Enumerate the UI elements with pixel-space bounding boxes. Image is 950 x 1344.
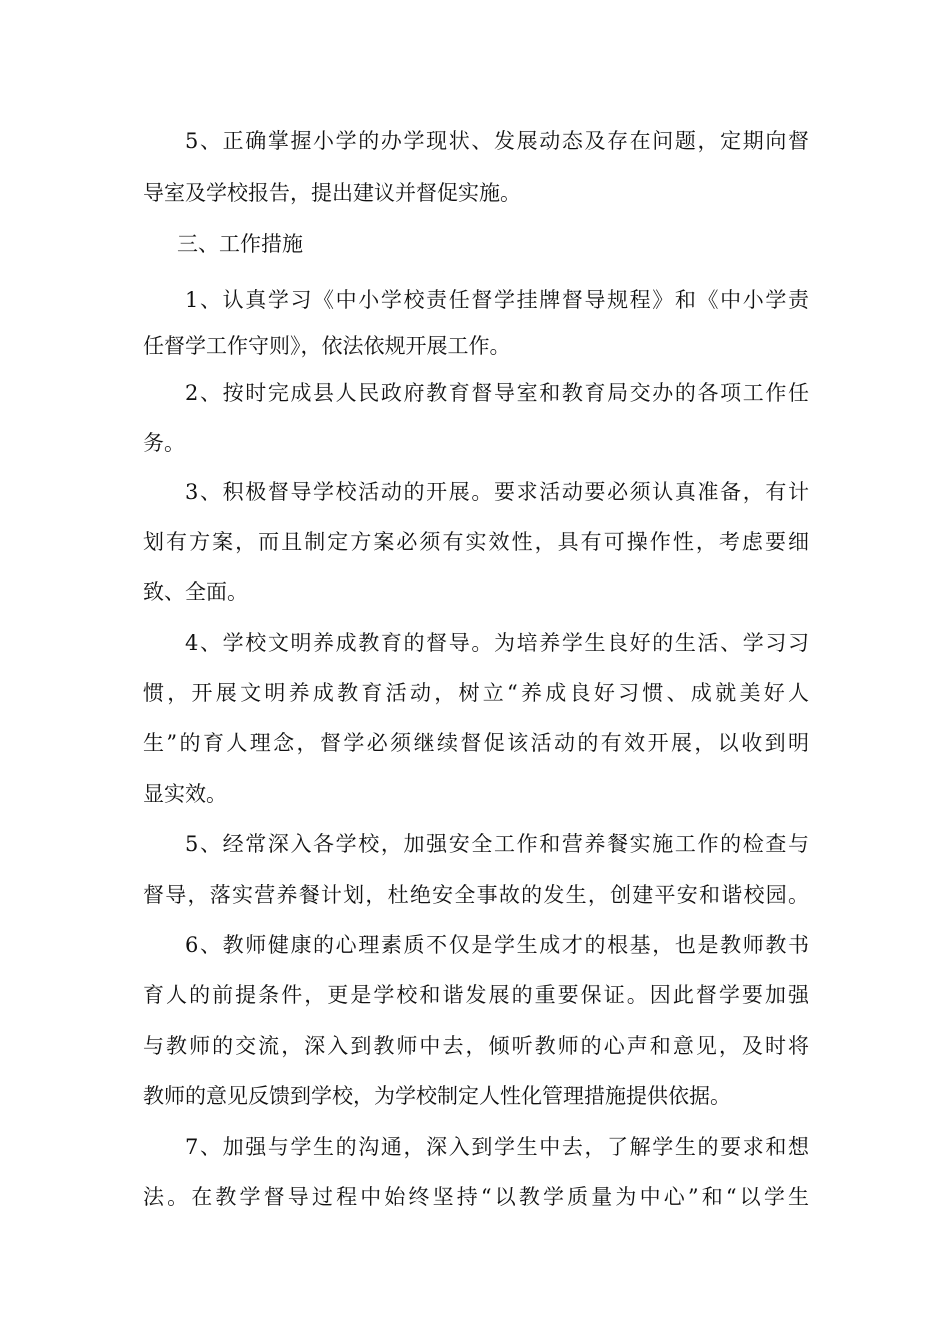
text-line: 1、认真学习《中小学校责任督学挂牌督导规程》和《中小学责: [185, 288, 809, 312]
text-line: 划有方案，而且制定方案必须有实效性，具有可操作性，考虑要细: [143, 530, 809, 554]
text-line: 7、加强与学生的沟通，深入到学生中去，了解学生的要求和想: [185, 1135, 809, 1159]
text-line: 育人的前提条件，更是学校和谐发展的重要保证。因此督学要加强: [143, 983, 809, 1007]
text-line: 督导，落实营养餐计划，杜绝安全事故的发生，创建平安和谐校园。: [143, 883, 809, 907]
text-line: 5、经常深入各学校，加强安全工作和营养餐实施工作的检查与: [185, 832, 809, 856]
text-line: 2、按时完成县人民政府教育督导室和教育局交办的各项工作任: [185, 381, 809, 405]
text-line: 任督学工作守则》，依法依规开展工作。: [143, 334, 511, 358]
text-line: 致、全面。: [143, 580, 248, 604]
text-line: 与教师的交流，深入到教师中去，倾听教师的心声和意见，及时将: [143, 1034, 809, 1058]
text-line: 导室及学校报告，提出建议并督促实施。: [143, 181, 521, 205]
text-line: 4、学校文明养成教育的督导。为培养学生良好的生活、学习习: [185, 631, 809, 655]
text-line: 3、积极督导学校活动的开展。要求活动要必须认真准备，有计: [185, 480, 809, 504]
text-line: 惯，开展文明养成教育活动，树立“养成良好习惯、成就美好人: [143, 681, 809, 705]
text-line: 教师的意见反馈到学校，为学校制定人性化管理措施提供依据。: [143, 1084, 731, 1108]
text-line: 生”的育人理念，督学必须继续督促该活动的有效开展，以收到明: [143, 731, 809, 755]
text-line: 6、教师健康的心理素质不仅是学生成才的根基，也是教师教书: [185, 933, 809, 957]
text-line: 务。: [143, 431, 185, 455]
text-line: 显实效。: [143, 782, 227, 806]
text-line: 法。在教学督导过程中始终坚持“以教学质量为中心”和“以学生: [143, 1185, 809, 1209]
text-line: 5、正确掌握小学的办学现状、发展动态及存在问题，定期向督: [185, 129, 809, 153]
section-heading: 三、工作措施: [177, 232, 303, 256]
